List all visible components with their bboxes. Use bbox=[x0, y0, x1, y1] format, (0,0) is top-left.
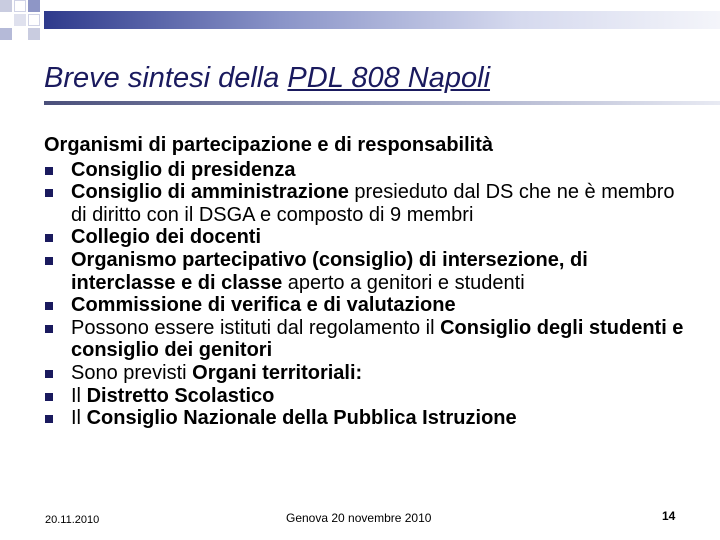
item-text: presieduto dal DS che ne è membro di diritto con il DSGA e composto di 9 membri bbox=[71, 181, 675, 226]
list-item bbox=[44, 317, 684, 362]
slide-content bbox=[44, 134, 684, 430]
square-bullet-icon bbox=[45, 325, 53, 333]
item-bold-text: Commissione di verifica e di valutazione bbox=[71, 294, 456, 317]
square-bullet-icon bbox=[45, 234, 53, 242]
square-bullet-icon bbox=[45, 257, 53, 265]
item-text: Il bbox=[71, 407, 87, 430]
item-text: Possono essere istituti dal regolamento il bbox=[71, 316, 441, 339]
square-bullet-icon bbox=[45, 370, 53, 378]
page-number: 14 bbox=[662, 509, 676, 523]
item-bold-text: Consiglio degli studenti e consiglio dei genitori bbox=[71, 316, 684, 362]
bullet-list bbox=[44, 159, 684, 430]
list-item bbox=[44, 226, 684, 249]
list-item bbox=[44, 294, 684, 317]
slide-title bbox=[44, 62, 490, 95]
list-item bbox=[44, 159, 684, 182]
item-text: Sono previsti bbox=[71, 361, 193, 384]
square-bullet-icon bbox=[45, 415, 53, 423]
item-bold-text: Collegio dei docenti bbox=[71, 226, 262, 249]
list-item bbox=[44, 407, 684, 430]
item-bold-text: Consiglio di presidenza bbox=[71, 158, 296, 181]
title-prefix: Breve sintesi della bbox=[44, 62, 288, 94]
item-text: Il bbox=[71, 384, 87, 407]
list-item bbox=[44, 385, 684, 408]
square-bullet-icon bbox=[45, 167, 53, 175]
content-heading: Organismi di partecipazione e di responsabilità bbox=[44, 134, 494, 156]
square-bullet-icon bbox=[45, 393, 53, 401]
list-item bbox=[44, 362, 684, 385]
title-underline-rule bbox=[44, 101, 720, 105]
list-item bbox=[44, 181, 684, 226]
item-bold-text: Distretto Scolastico bbox=[86, 384, 275, 407]
item-text: aperto a genitori e studenti bbox=[282, 271, 525, 294]
square-bullet-icon bbox=[45, 189, 53, 197]
footer-center-text: Genova 20 novembre 2010 bbox=[286, 511, 432, 525]
item-bold-text: Consiglio di amministrazione bbox=[71, 181, 349, 204]
item-bold-text: Organismo partecipativo (consiglio) di intersezione, di interclasse e di classe bbox=[71, 248, 588, 294]
title-link[interactable]: PDL 808 Napoli bbox=[287, 62, 491, 94]
square-bullet-icon bbox=[45, 302, 53, 310]
footer-date: 20.11.2010 bbox=[45, 514, 100, 526]
list-item bbox=[44, 249, 684, 294]
header-gradient-bar bbox=[44, 11, 720, 29]
item-bold-text: Consiglio Nazionale della Pubblica Istruzione bbox=[86, 407, 517, 430]
item-bold-text: Organi territoriali: bbox=[192, 361, 363, 384]
